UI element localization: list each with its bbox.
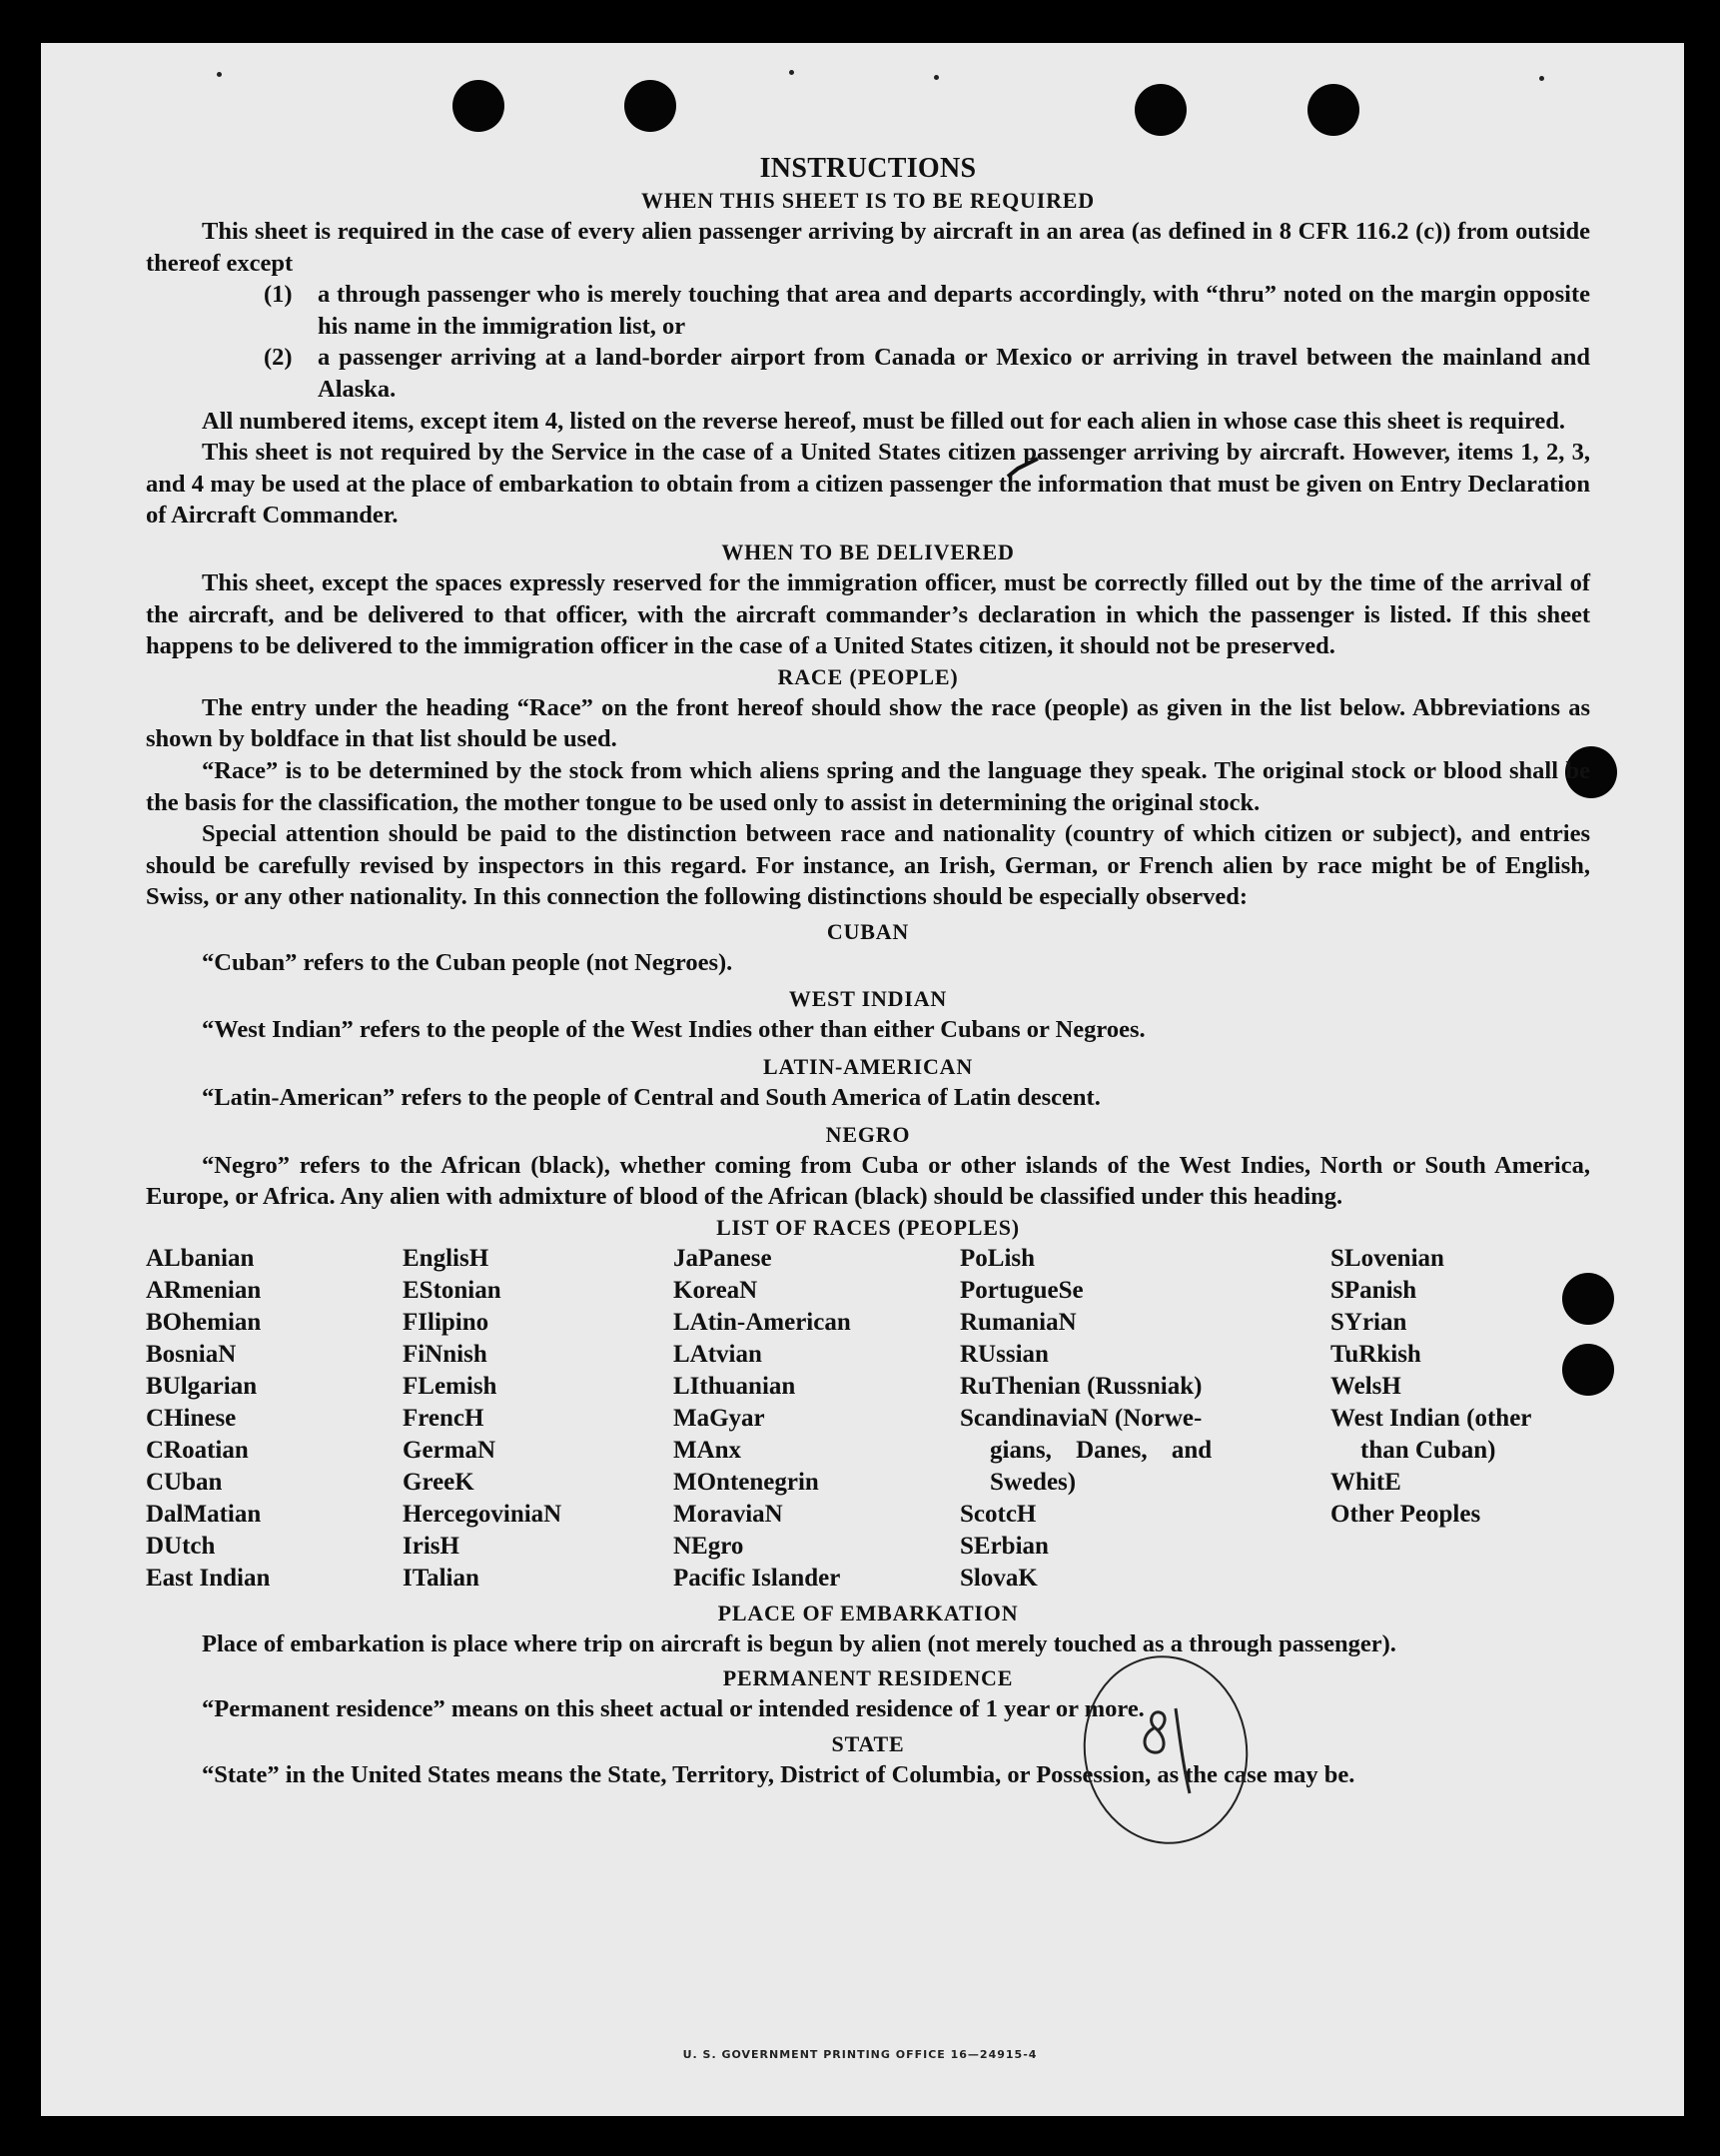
- race-entry: HercegoviniaN: [403, 1500, 562, 1528]
- race-entry: ALbanian: [146, 1244, 255, 1272]
- race-entry: gians, Danes, and: [990, 1436, 1213, 1464]
- race-column: [673, 1243, 960, 1595]
- race-entry: IrisH: [403, 1532, 459, 1560]
- race-entry: BOhemian: [146, 1308, 262, 1336]
- race-entry: WelsH: [1330, 1372, 1401, 1400]
- race-entry: LIthuanian: [673, 1372, 796, 1400]
- heading-when-delivered: WHEN TO BE DELIVERED: [721, 539, 1015, 564]
- race-entry: Swedes): [990, 1468, 1077, 1496]
- heading-when-required: WHEN THIS SHEET IS TO BE REQUIRED: [641, 188, 1095, 213]
- speck: [1539, 76, 1544, 81]
- speck: [217, 72, 222, 77]
- race-entry: ScotcH: [960, 1500, 1037, 1528]
- punch-hole: [1307, 84, 1359, 136]
- heading-state: STATE: [831, 1731, 905, 1757]
- when-delivered-text: This sheet, except the spaces expressly reserved for the immigration officer, must be correctly filled out by the time of the arrival of the aircraft, and be delivered to that officer, with the aircraft commander’s declaration in which the passenger is listed. If this sheet happens to be delivered to the immigration officer in the case of a United States citizen, it should not be preserved.: [146, 568, 1590, 660]
- race-entry: MoraviaN: [673, 1500, 783, 1528]
- heading-cuban: CUBAN: [826, 918, 910, 944]
- race-entry: LAtin-American: [673, 1308, 851, 1336]
- race-entry: GermaN: [403, 1436, 496, 1464]
- race-list: [146, 1243, 1590, 1595]
- race-entry: CUban: [146, 1468, 223, 1496]
- race-entry: LAtvian: [673, 1340, 762, 1368]
- numbered-items-paragraph: All numbered items, except item 4, listed on the reverse hereof, must be filled out for each alien in whose case this sheet is required.: [202, 407, 1566, 435]
- when-required-intro: This sheet is required in the case of every alien passenger arriving by aircraft in an area (as defined in 8 CFR 116.2 (c)) from outside thereof except: [146, 218, 1590, 277]
- race-entry: CHinese: [146, 1404, 237, 1432]
- race-entry: PoLish: [960, 1244, 1036, 1272]
- race-entry: DalMatian: [146, 1500, 262, 1528]
- race-entry: FLemish: [403, 1372, 497, 1400]
- race-column: [960, 1243, 1330, 1595]
- latin-american-text: “Latin-American” refers to the people of Central and South America of Latin descent.: [202, 1084, 1101, 1112]
- west-indian-text: “West Indian” refers to the people of the West Indies other than either Cubans or Negroes.: [202, 1016, 1146, 1044]
- heading-west-indian: WEST INDIAN: [788, 986, 948, 1012]
- heading-negro: NEGRO: [825, 1121, 911, 1147]
- race-entry: MOntenegrin: [673, 1468, 819, 1496]
- printer-imprint: U. S. GOVERNMENT PRINTING OFFICE 16—24915-4: [682, 2048, 1038, 2061]
- race-paragraph-1: The entry under the heading “Race” on the front hereof should show the race (people) as given in the list below. Abbreviations as shown by boldface in that list should be used.: [146, 693, 1590, 753]
- race-entry: MaGyar: [673, 1404, 765, 1432]
- heading-embarkation: PLACE OF EMBARKATION: [717, 1600, 1019, 1625]
- race-entry: ARmenian: [146, 1276, 262, 1304]
- race-entry: West Indian (other: [1330, 1404, 1532, 1432]
- speck: [934, 75, 939, 80]
- race-entry: DUtch: [146, 1532, 216, 1560]
- race-column: [403, 1243, 673, 1595]
- punch-hole: [624, 80, 676, 132]
- speck: [789, 70, 794, 75]
- race-entry: SPanish: [1330, 1276, 1417, 1304]
- state-text: “State” in the United States means the State, Territory, District of Columbia, or Possession, as the case may be.: [202, 1761, 1355, 1789]
- heading-list-of-races: LIST OF RACES (PEOPLES): [716, 1214, 1020, 1240]
- race-entry: BosniaN: [146, 1340, 237, 1368]
- race-entry: East Indian: [146, 1564, 271, 1592]
- item-number: (2): [264, 344, 293, 372]
- residence-text: “Permanent residence” means on this sheet actual or intended residence of 1 year or more.: [202, 1695, 1145, 1723]
- race-entry: than Cuban): [1360, 1436, 1496, 1464]
- exception-item: [264, 342, 1590, 405]
- race-entry: CRoatian: [146, 1436, 249, 1464]
- race-entry: KoreaN: [673, 1276, 758, 1304]
- race-entry: RumaniaN: [960, 1308, 1077, 1336]
- race-entry: Other Peoples: [1330, 1500, 1481, 1528]
- race-entry: FIlipino: [403, 1308, 489, 1336]
- race-entry: SYrian: [1330, 1308, 1407, 1336]
- handwritten-number-mark: [1124, 1698, 1214, 1798]
- race-entry: TuRkish: [1330, 1340, 1421, 1368]
- race-entry: WhitE: [1330, 1468, 1401, 1496]
- race-entry: Pacific Islander: [673, 1564, 841, 1592]
- exception-item: [264, 279, 1590, 342]
- item-text: a through passenger who is merely touching that area and departs accordingly, with “thru” noted on the margin opposite his name in the immigration list, or: [318, 281, 1590, 340]
- embarkation-text: Place of embarkation is place where trip on aircraft is begun by alien (not merely touched as a through passenger).: [202, 1629, 1396, 1657]
- race-entry: SlovaK: [960, 1564, 1038, 1592]
- race-entry: GreeK: [403, 1468, 474, 1496]
- citizen-paragraph: This sheet is not required by the Service in the case of a United States citizen passenger arriving by aircraft. However, items 1, 2, 3, and 4 may be used at the place of embarkation to obtain from a citizen passenger the information that must be given on Entry Declaration of Aircraft Commander.: [146, 439, 1590, 530]
- heading-race: RACE (PEOPLE): [777, 663, 959, 689]
- race-entry: FiNnish: [403, 1340, 487, 1368]
- race-entry: RuThenian (Russniak): [960, 1372, 1203, 1400]
- item-text: a passenger arriving at a land-border airport from Canada or Mexico or arriving in travel between the mainland and Alaska.: [318, 344, 1590, 403]
- page-title: INSTRUCTIONS: [759, 153, 977, 184]
- race-entry: BUlgarian: [146, 1372, 258, 1400]
- race-entry: NEgro: [673, 1532, 744, 1560]
- heading-residence: PERMANENT RESIDENCE: [722, 1665, 1014, 1691]
- item-number: (1): [264, 281, 293, 309]
- race-entry: ITalian: [403, 1564, 479, 1592]
- race-entry: MAnx: [673, 1436, 742, 1464]
- race-entry: ScandinaviaN (Norwe-: [960, 1404, 1203, 1432]
- race-entry: RUssian: [960, 1340, 1049, 1368]
- negro-text: “Negro” refers to the African (black), whether coming from Cuba or other islands of the West Indies, North or South America, Europe, or Africa. Any alien with admixture of blood of the African (black) should be classified under this heading.: [146, 1151, 1590, 1211]
- race-paragraph-2: “Race” is to be determined by the stock from which aliens spring and the language they speak. The original stock or blood shall be the basis for the classification, the mother tongue to be used only to assist in determining the original stock.: [146, 756, 1590, 816]
- heading-latin-american: LATIN-AMERICAN: [762, 1054, 974, 1080]
- race-entry: EnglisH: [403, 1244, 489, 1272]
- instructions-text: [146, 152, 1590, 1791]
- race-entry: SErbian: [960, 1532, 1049, 1560]
- check-mark: [1004, 455, 1044, 485]
- cuban-text: “Cuban” refers to the Cuban people (not Negroes).: [202, 948, 733, 976]
- race-entry: FrencH: [403, 1404, 484, 1432]
- race-entry: EStonian: [403, 1276, 501, 1304]
- punch-hole: [452, 80, 504, 132]
- race-entry: SLovenian: [1330, 1244, 1444, 1272]
- race-entry: JaPanese: [673, 1244, 772, 1272]
- race-column: [146, 1243, 403, 1595]
- punch-hole: [1135, 84, 1187, 136]
- race-entry: PortugueSe: [960, 1276, 1084, 1304]
- race-paragraph-3: Special attention should be paid to the distinction between race and nationality (country of which citizen or subject), and entries should be carefully revised by inspectors in this regard. For instance, an Irish, German, or French alien by race might be of English, Swiss, or any other nationality. In this connection the following distinctions should be especially observed:: [146, 820, 1590, 911]
- race-column: [1330, 1243, 1590, 1595]
